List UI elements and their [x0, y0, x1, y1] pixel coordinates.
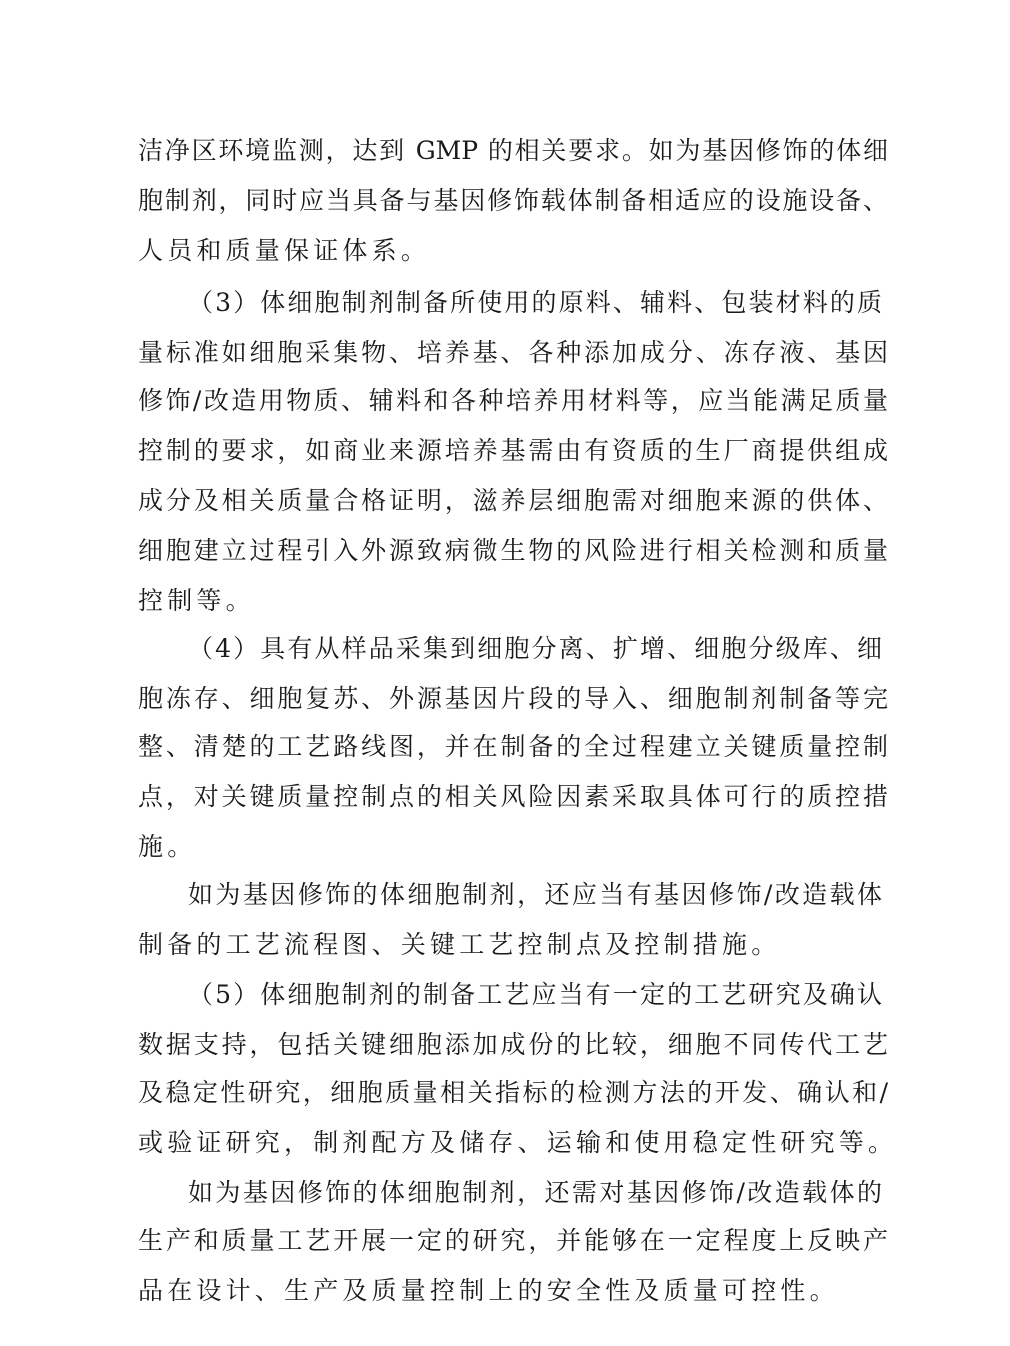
text-line: 成分及相关质量合格证明，滋养层细胞需对细胞来源的供体、 — [138, 486, 888, 515]
text-line: 修饰/改造用物质、辅料和各种培养用材料等，应当能满足质量 — [138, 386, 888, 415]
text-line: 控制的要求，如商业来源培养基需由有资质的生厂商提供组成 — [138, 436, 888, 465]
text-line: 控制等。 — [138, 586, 255, 615]
text-line: 生产和质量工艺开展一定的研究，并能够在一定程度上反映产 — [138, 1226, 888, 1255]
paragraph-start: 如为基因修饰的体细胞制剂，还应当有基因修饰/改造载体 — [188, 880, 882, 909]
text-line: 或验证研究，制剂配方及储存、运输和使用稳定性研究等。 — [138, 1128, 898, 1157]
text-line: 点，对关键质量控制点的相关风险因素采取具体可行的质控措 — [138, 782, 888, 811]
text-line: 洁净区环境监测，达到 GMP 的相关要求。如为基因修饰的体细 — [138, 136, 888, 165]
paragraph-start: 如为基因修饰的体细胞制剂，还需对基因修饰/改造载体的 — [188, 1178, 882, 1207]
paragraph-3-start: （3）体细胞制剂制备所使用的原料、辅料、包装材料的质 — [188, 288, 882, 317]
text-line: 量标准如细胞采集物、培养基、各种添加成分、冻存液、基因 — [138, 338, 888, 367]
text-line: 及稳定性研究，细胞质量相关指标的检测方法的开发、确认和/ — [138, 1078, 888, 1107]
text-line: 细胞建立过程引入外源致病微生物的风险进行相关检测和质量 — [138, 536, 888, 565]
text-line: 人员和质量保证体系。 — [138, 236, 431, 265]
paragraph-5-start: （5）体细胞制剂的制备工艺应当有一定的工艺研究及确认 — [188, 980, 882, 1009]
text-line: 品在设计、生产及质量控制上的安全性及质量可控性。 — [138, 1276, 839, 1305]
paragraph-4-start: （4）具有从样品采集到细胞分离、扩增、细胞分级库、细 — [188, 634, 882, 663]
text-line: 胞制剂，同时应当具备与基因修饰载体制备相适应的设施设备、 — [138, 186, 888, 215]
text-line: 整、清楚的工艺路线图，并在制备的全过程建立关键质量控制 — [138, 732, 888, 761]
text-line: 施。 — [138, 832, 197, 861]
text-line: 数据支持，包括关键细胞添加成份的比较，细胞不同传代工艺 — [138, 1030, 888, 1059]
text-line: 胞冻存、细胞复苏、外源基因片段的导入、细胞制剂制备等完 — [138, 684, 888, 713]
text-line: 制备的工艺流程图、关键工艺控制点及控制措施。 — [138, 930, 781, 959]
